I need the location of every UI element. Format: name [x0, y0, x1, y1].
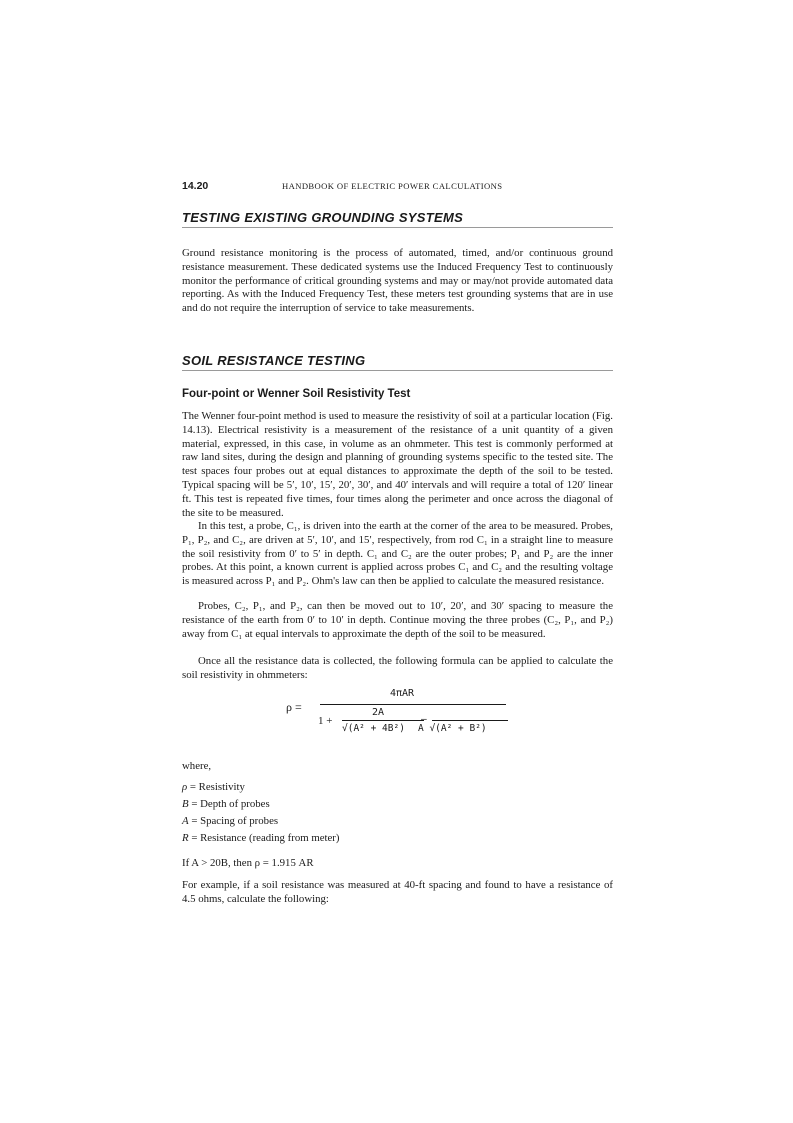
definition-symbol: A [182, 815, 189, 827]
definition-row [182, 781, 245, 793]
definition-symbol: ρ [182, 781, 188, 793]
definition-row [182, 832, 340, 844]
formula-second-fraction-bar [432, 720, 508, 721]
subsection-heading-wenner: Four-point or Wenner Soil Resistivity Test [182, 388, 411, 400]
formula-main-fraction-bar [320, 704, 506, 705]
definition-text: = Depth of probes [191, 798, 270, 810]
example-paragraph: For example, if a soil resistance was measured at 40-ft spacing and found to have a resistance of 4.5 ohms, calculate the following: [182, 879, 613, 905]
where-label: where, [182, 760, 212, 772]
wenner-paragraph-2: In this test, a probe, C₁, is driven into the earth at the corner of the area to be measured. Probes, P₁, P₂, and C₂, are driven at 5′, 10′, and 15′, respectively, from rod C₁ in a straight line to measure the soil resistivity from 0′ to 5′ in depth. C₁ and C₂ are the outer probes; P₁ and P₂ are the inner probes. At this point, a known current is applied across probes C₁ and C₂ and the resulting voltage is measured across P₁ and P₂. Ohm's law can then be applied to calculate the measured resistance. [182, 520, 613, 588]
grounding-paragraph: Ground resistance monitoring is the process of automated, timed, and/or continuous ground resistance measurement. These dedicated systems use the Induced Frequency Test to continuously monitor the performance of critical grounding systems and may or may/not provide automated data reporting. As with the Induced Frequency Test, these meters test grounding systems that are in use and do not require the interruption of service to take measurements. [182, 247, 613, 315]
formula-minus: — [421, 714, 427, 725]
definition-row [182, 798, 270, 810]
book-title: HANDBOOK OF ELECTRIC POWER CALCULATIONS [282, 181, 503, 191]
section-heading-grounding: TESTING EXISTING GROUNDING SYSTEMS [182, 210, 613, 228]
definition-text: = Resistivity [189, 781, 245, 793]
formula-second-denominator: A √(A² + B²) [418, 723, 487, 734]
definition-symbol: R [182, 832, 189, 844]
page-number: 14.20 [182, 180, 209, 192]
definition-text: = Spacing of probes [191, 815, 279, 827]
definition-text: = Resistance (reading from meter) [191, 832, 340, 844]
wenner-paragraph-1: The Wenner four-point method is used to measure the resistivity of soil at a particular location (Fig. 14.13). Electrical resistivity is a measurement of the resistance of a unit quantity of a given material, expressed, in this case, in volume as an ohmmeter. This test is commonly performed at raw land sites, during the design and planning of grounding systems specific to the tested site. The test spaces four probes out at equal distances to approximate the depth of the soil to be tested. Typical spacing will be 5′, 10′, 15′, 20′, 30′, and 40′ intervals and will require a total of 120′ linear ft. This test is repeated five times, four times along the perimeter and once across the diagonal of the site to be measured. [182, 410, 613, 519]
formula-inner-denominator: √(A² + 4B²) [342, 723, 405, 734]
formula-inner-fraction-bar [342, 720, 424, 721]
wenner-paragraph-4: Once all the resistance data is collected, the following formula can be applied to calculate the soil resistivity in ohmmeters: [182, 655, 613, 681]
formula-one-plus: 1 + [318, 715, 333, 727]
definition-row [182, 815, 278, 827]
condition-line: If A > 20B, then ρ = 1.915 AR [182, 857, 314, 869]
formula-lhs: ρ = [286, 700, 302, 714]
definition-symbol: B [182, 798, 189, 810]
wenner-paragraph-3: Probes, C₂, P₁, and P₂, can then be moved out to 10′, 20′, and 30′ spacing to measure the resistance of the earth from 0′ to 10′ in depth. Continue moving the three probes (C₂, P₁, and P₂) away from C₁ at equal intervals to approximate the depth of the soil to be measured. [182, 600, 613, 640]
formula-numerator: 4πAR [390, 688, 415, 699]
formula-inner-numerator: 2A [372, 707, 385, 718]
running-header [182, 180, 613, 196]
section-heading-soil: SOIL RESISTANCE TESTING [182, 353, 613, 371]
resistivity-formula [280, 688, 540, 748]
